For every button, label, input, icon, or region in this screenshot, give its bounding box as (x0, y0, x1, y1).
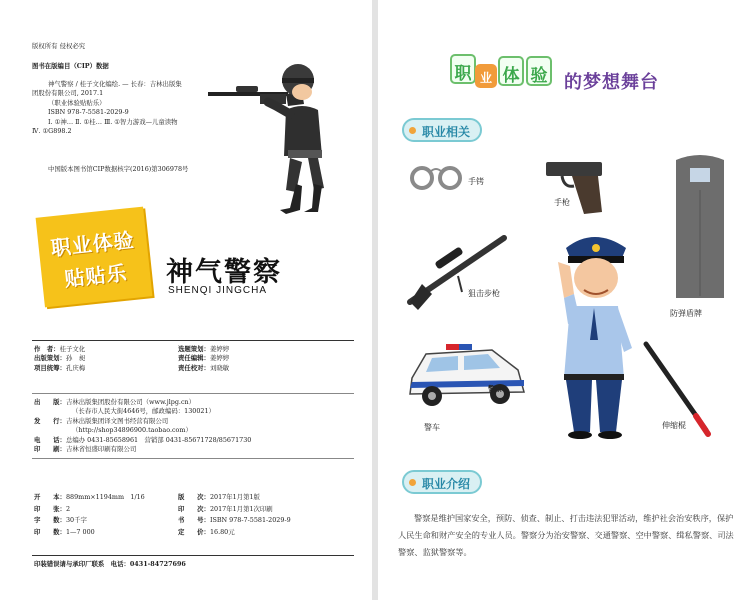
divider (32, 458, 354, 459)
credit-row: 出版策划：孙 昶 (34, 354, 86, 363)
pistol-label: 手枪 (554, 198, 570, 207)
cip-lines (32, 80, 182, 136)
pistol-icon (542, 158, 608, 218)
spec-row: 开 本：889mm×1194mm 1/16 (34, 493, 145, 501)
divider (32, 393, 354, 394)
car-label: 警车 (424, 423, 440, 432)
police-officer-illustration (544, 228, 644, 440)
credits-right (178, 345, 229, 373)
section-dot-icon (409, 127, 416, 134)
credit-row: 责任校对：刘晓敏 (178, 363, 230, 372)
riot-shield-icon (672, 150, 728, 302)
credit-row: 选题策划：姜婷婷 (178, 345, 230, 353)
copyright-page (0, 0, 372, 600)
section-dot-icon (409, 479, 416, 486)
spec-row: 印 数：1—7 000 (34, 527, 95, 536)
title-char: 业 (475, 64, 497, 88)
cip-line: （职业体验贴贴乐） (48, 98, 106, 107)
spec-row: 书 号：ISBN 978-7-5581-2029-9 (178, 516, 291, 524)
cip-line: 团股份有限公司, 2017.1 (32, 89, 104, 98)
cip-record: 中国版本图书馆CIP数据核字(2016)第306978号 (48, 165, 189, 173)
specs-left (34, 492, 145, 538)
series-banner-line1: 职业体验 (49, 227, 136, 261)
publish-row: 出 版：吉林出版集团股份有限公司（www.jlpg.cn） (34, 398, 196, 406)
rifle-label: 狙击步枪 (468, 289, 500, 298)
cip-title: 图书在版编目（CIP）数据 (32, 62, 109, 70)
cip-line: Ⅳ. ①G898.2 (32, 127, 72, 136)
page-title: 的梦想舞台 (564, 72, 659, 93)
handcuffs-icon (408, 160, 464, 192)
divider (32, 555, 354, 556)
publish-row: 电 话：总编办 0431-85658961 营销部 0431-85671728/85671730 (34, 435, 252, 444)
sniper-rifle-icon (404, 232, 508, 312)
cip-line: 神气警察 / 桂子文化编绘. — 长春：吉林出版集 (48, 80, 182, 88)
publish-row: （长春市人民大街4646号，邮政编码：130021） (72, 407, 215, 416)
handcuffs-label: 手铐 (468, 177, 484, 186)
publish-info (34, 398, 251, 454)
spec-row: 印 次：2017年1月第1次印刷 (178, 504, 273, 513)
shield-label: 防弹盾牌 (670, 309, 702, 318)
credits-left (34, 345, 85, 373)
divider (32, 340, 354, 341)
publish-row: （http://shop34896900.taobao.com） (72, 426, 192, 435)
credit-row: 作 者：桂子文化 (34, 345, 86, 353)
baton-label: 伸缩棍 (662, 421, 686, 430)
footer-note: 印装错误请与承印厂联系 电话：0431-84727696 (34, 560, 186, 568)
section-related: 职业相关 (402, 118, 482, 142)
title-char: 验 (526, 56, 552, 86)
series-banner-line2: 贴贴乐 (63, 260, 129, 292)
copyright-notice: 版权所有 侵权必究 (32, 42, 86, 50)
section-intro: 职业介绍 (402, 470, 482, 494)
series-banner (36, 207, 153, 308)
career-page (378, 0, 750, 600)
spec-row: 印 张：2 (34, 504, 71, 513)
cip-line: ISBN 978-7-5581-2029-9 (48, 108, 129, 117)
title-char: 职 (450, 54, 476, 84)
spec-row: 字 数：30千字 (34, 516, 87, 524)
title-char: 体 (498, 56, 524, 86)
credit-row: 责任编辑：姜婷婷 (178, 354, 230, 363)
book-title-pinyin: SHENQI JINGCHA (168, 285, 268, 296)
publish-row: 发 行：吉林出版集团译文图书经营有限公司 (34, 416, 169, 425)
book-title: 神气警察 (166, 257, 282, 288)
cip-line: Ⅰ. ①神… Ⅱ. ①桂… Ⅲ. ①智力游戏—儿童读物 (48, 117, 178, 126)
car-text: 警察 (488, 385, 502, 393)
sniper-officer-illustration (206, 58, 346, 218)
specs-right (178, 492, 291, 538)
career-intro-text: 警察是维护国家安全，预防、侦查、制止、打击违法犯罪活动，维护社会治安秩序，保护人民生命和财产安全的专业人员。警察分为治安警察、交通警察、空中警察、缉私警察、司法警察、监狱警察等。 (398, 513, 734, 557)
credit-row: 项目统筹：孔庆梅 (34, 363, 86, 372)
spec-row: 版 次：2017年1月第1版 (178, 493, 260, 501)
publish-row: 印 刷：吉林省恒盛印刷有限公司 (34, 445, 137, 454)
spec-row: 定 价：16.80元 (178, 527, 235, 536)
police-car-icon (402, 332, 530, 414)
